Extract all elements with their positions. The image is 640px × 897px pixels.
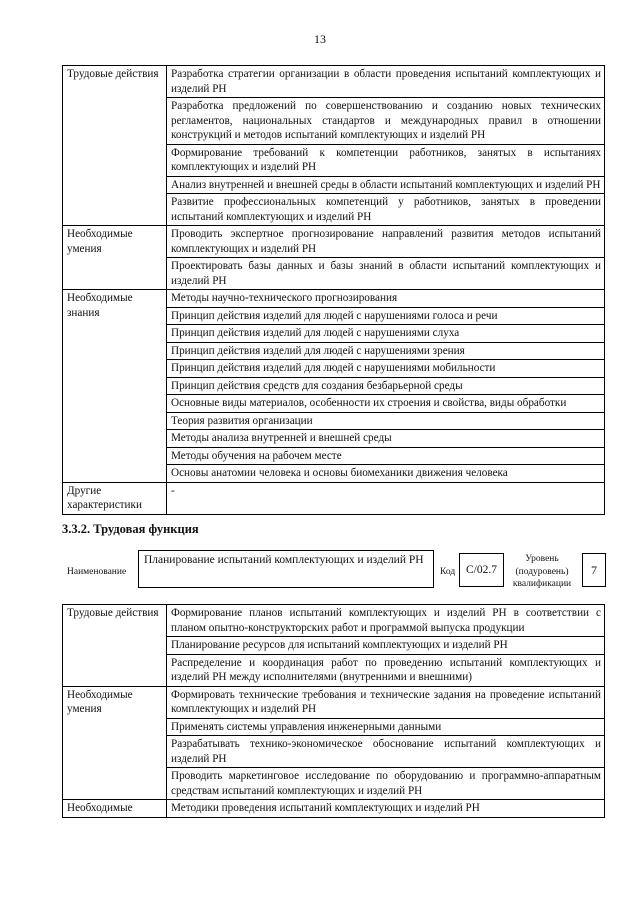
row-item-text: Развитие профессиональных компетенций у работников, занятых в проведении испытаний комплектующих и изделий РН: [167, 194, 605, 226]
row-group-label: Необходимые знания: [63, 290, 167, 483]
table-row: [63, 605, 605, 637]
table-row: [63, 482, 605, 514]
level-label: Уровень (подуровень) квалификации: [512, 554, 572, 589]
name-label: Наименование: [67, 567, 127, 577]
row-item-text: Разработка предложений по совершенствованию и созданию новых технических регламентов, национальных стандартов и международных правил в отношении конструкций и методов испытаний комплектующих и изделий РН: [167, 98, 605, 145]
row-item-text: -: [167, 482, 605, 514]
table-row: [63, 66, 605, 98]
row-item-text: Планирование ресурсов для испытаний комплектующих и изделий РН: [167, 637, 605, 655]
table-row: [63, 800, 605, 818]
row-item-text: Принцип действия средств для создания безбарьерной среды: [167, 377, 605, 395]
table-row: [63, 686, 605, 718]
row-item-text: Методы обучения на рабочем месте: [167, 447, 605, 465]
row-item-text: Принцип действия изделий для людей с нарушениями голоса и речи: [167, 307, 605, 325]
labor-function-table-1: [62, 65, 605, 515]
row-item-text: Основные виды материалов, особенности их строения и свойства, виды обработки: [167, 395, 605, 413]
row-item-text: Разрабатывать технико-экономическое обоснование испытаний комплектующих и изделий РН: [167, 736, 605, 768]
row-item-text: Принцип действия изделий для людей с нарушениями слуха: [167, 325, 605, 343]
row-item-text: Формирование планов испытаний комплектующих и изделий РН в соответствии с планом опытно-конструкторских работ и программой выпуска продукции: [167, 605, 605, 637]
name-value-box: Планирование испытаний комплектующих и изделий РН: [138, 550, 434, 588]
row-group-label: Другие характеристики: [63, 482, 167, 514]
row-item-text: Формирование требований к компетенции работников, занятых в испытаниях комплектующих и изделий РН: [167, 144, 605, 176]
row-group-label: Необходимые умения: [63, 226, 167, 290]
labor-function-table-2: [62, 604, 605, 818]
row-item-text: Проводить маркетинговое исследование по оборудованию и программно-аппаратным средствам испытаний комплектующих и изделий РН: [167, 768, 605, 800]
page-number: 13: [314, 32, 326, 46]
level-value-box: 7: [582, 553, 606, 587]
section-heading: 3.3.2. Трудовая функция: [62, 522, 199, 536]
row-item-text: Формировать технические требования и технические задания на проведение испытаний комплектующих и изделий РН: [167, 686, 605, 718]
row-group-label: Необходимые умения: [63, 686, 167, 800]
row-item-text: Методы научно-технического прогнозирования: [167, 290, 605, 308]
row-item-text: Методики проведения испытаний комплектующих и изделий РН: [167, 800, 605, 818]
table-row: [63, 290, 605, 308]
row-item-text: Теория развития организации: [167, 412, 605, 430]
row-item-text: Применять системы управления инженерными данными: [167, 718, 605, 736]
code-value-box: С/02.7: [459, 553, 504, 587]
row-item-text: Разработка стратегии организации в области проведения испытаний комплектующих и изделий РН: [167, 66, 605, 98]
row-item-text: Проектировать базы данных и базы знаний в области испытаний комплектующих и изделий РН: [167, 258, 605, 290]
row-group-label: Необходимые: [63, 800, 167, 818]
row-item-text: Принцип действия изделий для людей с нарушениями мобильности: [167, 360, 605, 378]
row-item-text: Анализ внутренней и внешней среды в области испытаний комплектующих и изделий РН: [167, 176, 605, 194]
row-item-text: Принцип действия изделий для людей с нарушениями зрения: [167, 342, 605, 360]
table-row: [63, 226, 605, 258]
row-group-label: Трудовые действия: [63, 605, 167, 687]
row-item-text: Распределение и координация работ по проведению испытаний комплектующих и изделий РН между исполнителями (внутренними и внешними): [167, 654, 605, 686]
row-item-text: Основы анатомии человека и основы биомеханики движения человека: [167, 465, 605, 483]
row-item-text: Методы анализа внутренней и внешней среды: [167, 430, 605, 448]
row-item-text: Проводить экспертное прогнозирование направлений развития методов испытаний комплектующих и изделий РН: [167, 226, 605, 258]
row-group-label: Трудовые действия: [63, 66, 167, 226]
code-label: Код: [440, 567, 456, 577]
